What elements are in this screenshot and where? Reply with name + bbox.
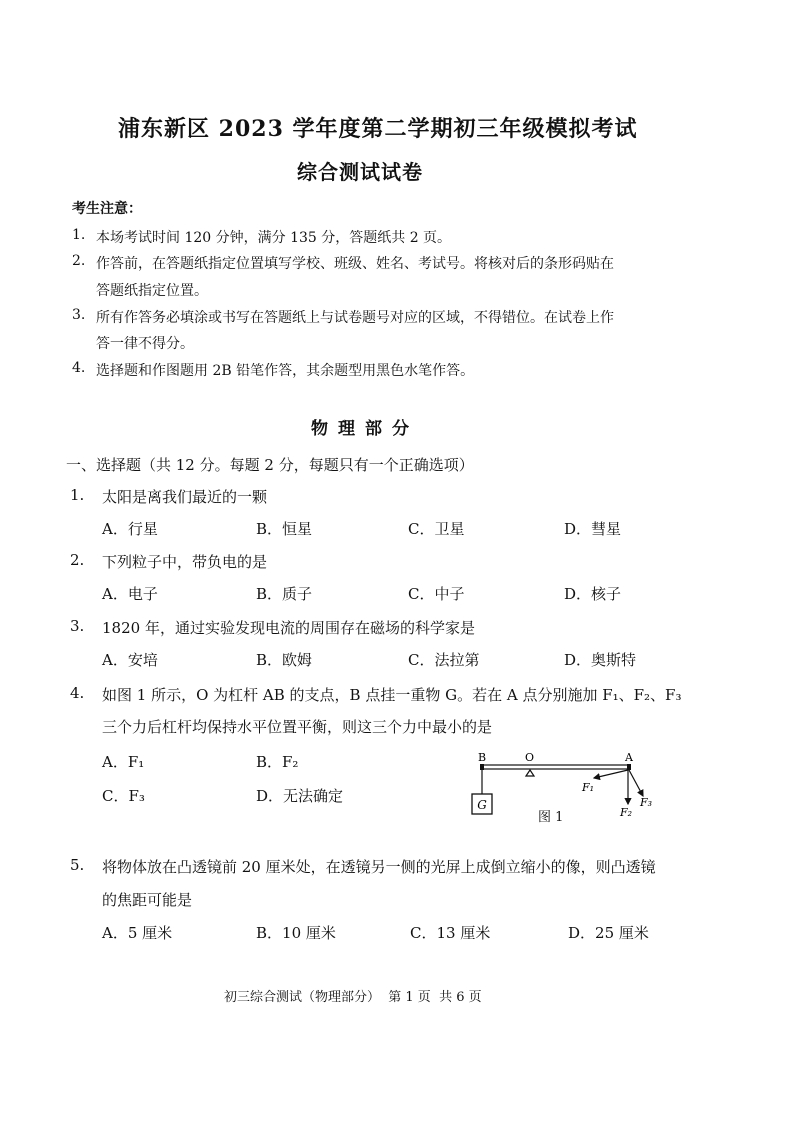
q2-number: 2. (70, 551, 85, 569)
q5-option-c: C．13 厘米 (410, 924, 491, 942)
part1-heading: 一、选择题（共 12 分。每题 2 分，每题只有一个正确选项） (66, 456, 474, 474)
section-title: 物理部分 (311, 419, 419, 439)
label-f3: F₃ (640, 796, 653, 809)
notice-item-1-text: 本场考试时间 120 分钟，满分 135 分，答题纸共 2 页。 (96, 230, 452, 246)
exam-title: 浦东新区 2023 学年度第二学期初三年级模拟考试 (118, 116, 638, 142)
q3-option-d: D．奥斯特 (564, 651, 637, 669)
label-g: G (477, 798, 487, 812)
q1-option-d: D．彗星 (564, 520, 622, 538)
exam-subtitle: 综合测试试卷 (297, 160, 423, 184)
notice-item-4-text: 选择题和作图题用 2B 铅笔作答，其余题型用黑色水笔作答。 (96, 363, 475, 379)
label-f1: F₁ (582, 781, 595, 794)
q4-option-d: D．无法确定 (256, 787, 344, 805)
q2-option-c: C．中子 (408, 585, 465, 603)
notice-item-4-num: 4. (72, 360, 86, 376)
notice-item-2-text-cont: 答题纸指定位置。 (96, 283, 208, 299)
q5-text-line1: 将物体放在凸透镜前 20 厘米处，在透镜另一侧的光屏上成倒立缩小的像，则凸透镜 (102, 858, 656, 876)
page-footer: 初三综合测试（物理部分） 第 1 页 共 6 页 (224, 990, 482, 1005)
q1-option-b: B．恒星 (256, 520, 313, 538)
q3-option-a: A．安培 (102, 651, 158, 669)
figure1-caption: 图 1 (538, 810, 564, 825)
notice-item-2-num: 2. (72, 253, 86, 269)
label-o: O (525, 751, 535, 764)
q3-text: 1820 年，通过实验发现电流的周围存在磁场的科学家是 (102, 619, 475, 637)
notice-item-1-num: 1. (72, 227, 86, 243)
label-b: B (478, 751, 487, 764)
q4-option-a: A．F₁ (102, 753, 145, 771)
q5-option-d: D．25 厘米 (568, 924, 649, 942)
notice-item-3-num: 3. (72, 307, 86, 323)
q2-text: 下列粒子中，带负电的是 (102, 553, 268, 571)
q1-option-c: C．卫星 (408, 520, 465, 538)
q4-text-line1: 如图 1 所示，O 为杠杆 AB 的支点，B 点挂一重物 G。若在 A 点分别施加 F₁、F₂、F₃ (102, 686, 682, 704)
q4-option-c: C．F₃ (102, 787, 145, 805)
fulcrum-triangle (526, 770, 534, 776)
notice-heading: 考生注意： (72, 201, 142, 217)
q1-text: 太阳是离我们最近的一颗 (102, 488, 268, 506)
q3-option-b: B．欧姆 (256, 651, 313, 669)
q5-option-b: B．10 厘米 (256, 924, 336, 942)
lever-end-a (627, 764, 631, 770)
q1-number: 1. (70, 486, 85, 504)
label-a: A (625, 751, 633, 764)
q1-option-a: A．行星 (102, 520, 158, 538)
notice-item-3-text: 所有作答务必填涂或书写在答题纸上与试卷题号对应的区域，不得错位。在试卷上作 (96, 310, 614, 326)
label-f2: F₂ (620, 806, 633, 819)
q3-option-c: C．法拉第 (408, 651, 480, 669)
figure1-lever-diagram (466, 748, 666, 824)
q4-option-b: B．F₂ (256, 753, 299, 771)
q4-text-line2: 三个力后杠杆均保持水平位置平衡，则这三个力中最小的是 (102, 718, 493, 736)
q2-option-d: D．核子 (564, 585, 622, 603)
q2-option-b: B．质子 (256, 585, 313, 603)
q5-number: 5. (70, 856, 85, 874)
lever-bar (482, 765, 630, 769)
force-f3-arrow (629, 770, 643, 796)
force-f1-arrow (594, 770, 628, 778)
q3-number: 3. (70, 617, 85, 635)
q4-number: 4. (70, 684, 85, 702)
q5-text-line2: 的焦距可能是 (102, 891, 193, 909)
q2-option-a: A．电子 (102, 585, 158, 603)
notice-item-2-text: 作答前，在答题纸指定位置填写学校、班级、姓名、考试号。将核对后的条形码贴在 (96, 256, 614, 272)
q5-option-a: A．5 厘米 (102, 924, 173, 942)
notice-item-3-text-cont: 答一律不得分。 (96, 336, 194, 352)
lever-end-b (480, 764, 484, 770)
